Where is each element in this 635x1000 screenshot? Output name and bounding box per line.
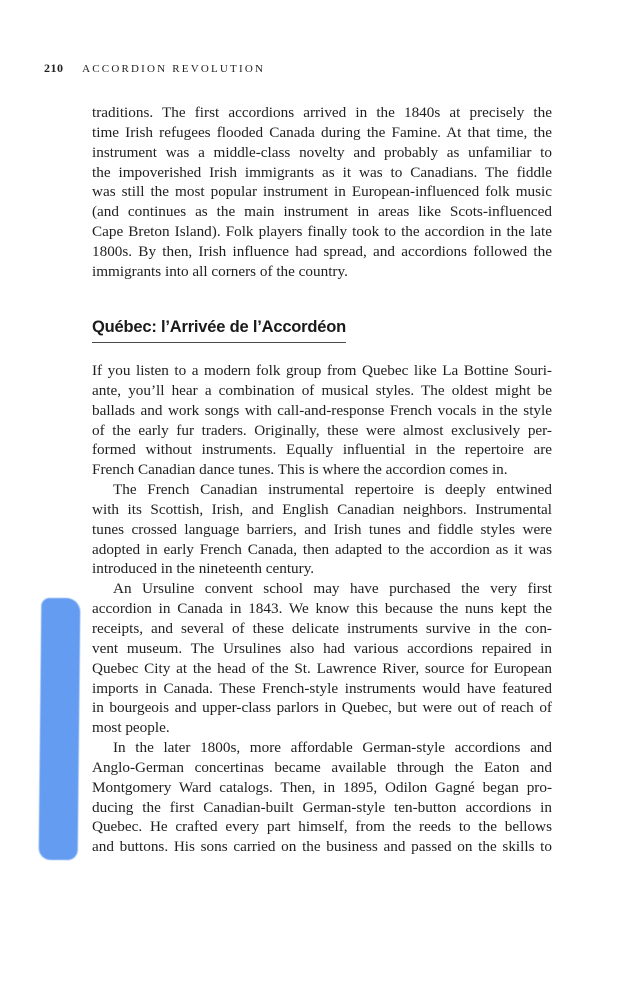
text-line: An Ursuline convent school may have purchased the very first [113, 580, 552, 598]
paragraph-2 [92, 361, 552, 480]
text-line: ante, you’ll hear a combination of musical styles. The oldest might be [92, 381, 552, 399]
margin-highlight-mark [39, 598, 81, 860]
text-line: vent museum. The Ursulines also had various accordions repaired in [92, 639, 552, 657]
text-line: Montgomery Ward catalogs. Then, in 1895, Odilon Gagné began pro- [92, 778, 552, 796]
text-line: instrument was a middle-class novelty and probably as unfamiliar to [92, 143, 552, 161]
text-line: Anglo-German concertinas became available through the Eaton and [92, 758, 552, 776]
text-line: Quebec City at the head of the St. Lawrence River, source for European [92, 659, 552, 677]
running-head [44, 61, 265, 76]
text-line: time Irish refugees flooded Canada during the Famine. At that time, the [92, 123, 552, 141]
text-line: receipts, and several of these delicate instruments survive in the con- [92, 619, 552, 637]
text-line: imports in Canada. These French-style instruments would have featured [92, 679, 552, 697]
text-line: traditions. The first accordions arrived in the 1840s at precisely the [92, 104, 552, 121]
text-line: ducing the first Canadian-built German-style ten-button accordions in [92, 798, 552, 816]
text-line: The French Canadian instrumental repertoire is deeply entwined [113, 481, 552, 499]
paragraph-1 [92, 103, 552, 282]
text-line: and buttons. His sons carried on the business and passed on the skills to [92, 838, 552, 856]
text-line: adopted in early French Canada, then adapted to the accordion as it was [92, 540, 552, 558]
text-line: 1800s. By then, Irish influence had spread, and accordions followed the [92, 242, 552, 260]
text-line: in bourgeois and upper-class parlors in Quebec, but were out of reach of [92, 699, 552, 717]
text-line: introduced in the nineteenth century. [92, 560, 315, 578]
text-line: (and continues as the main instrument in areas like Scots-influenced [92, 203, 552, 221]
page-number: 210 [44, 61, 64, 75]
text-line: most people. [92, 719, 170, 737]
text-line: with its Scottish, Irish, and English Canadian neighbors. Instrumental [92, 500, 552, 518]
paragraph-4 [92, 579, 552, 738]
text-line: was still the most popular instrument in European-influenced folk music [92, 183, 552, 201]
text-line: Quebec. He crafted every part himself, from the reeds to the bellows [92, 818, 552, 836]
text-line: French Canadian dance tunes. This is where the accordion comes in. [92, 461, 508, 479]
section-body [92, 361, 552, 857]
text-line: accordion in Canada in 1843. We know this because the nuns kept the [92, 600, 552, 618]
text-line: Cape Breton Island). Folk players finally took to the accordion in the late [92, 223, 552, 241]
text-line: ballads and work songs with call-and-response French vocals in the style [92, 401, 552, 419]
text-line: formed without instruments. Equally influential in the repertoire are [92, 441, 552, 459]
text-line: In the later 1800s, more affordable German-style accordions and [113, 739, 552, 757]
text-line: If you listen to a modern folk group from Quebec like La Bottine Souri- [92, 362, 552, 379]
text-line: the impoverished Irish immigrants as it was to Canadians. The fiddle [92, 163, 552, 181]
paragraph-3 [92, 480, 552, 579]
section-heading-wrap [92, 318, 346, 343]
section-heading: Québec: l’Arrivée de l’Accordéon [92, 318, 346, 343]
text-line: of the early fur traders. Originally, these were almost exclusively per- [92, 421, 552, 439]
paragraph-5 [92, 738, 552, 857]
running-title: ACCORDION REVOLUTION [82, 63, 266, 75]
text-line: immigrants into all corners of the country. [92, 262, 348, 280]
text-line: tunes crossed language barriers, and Irish tunes and fiddle styles were [92, 520, 552, 538]
